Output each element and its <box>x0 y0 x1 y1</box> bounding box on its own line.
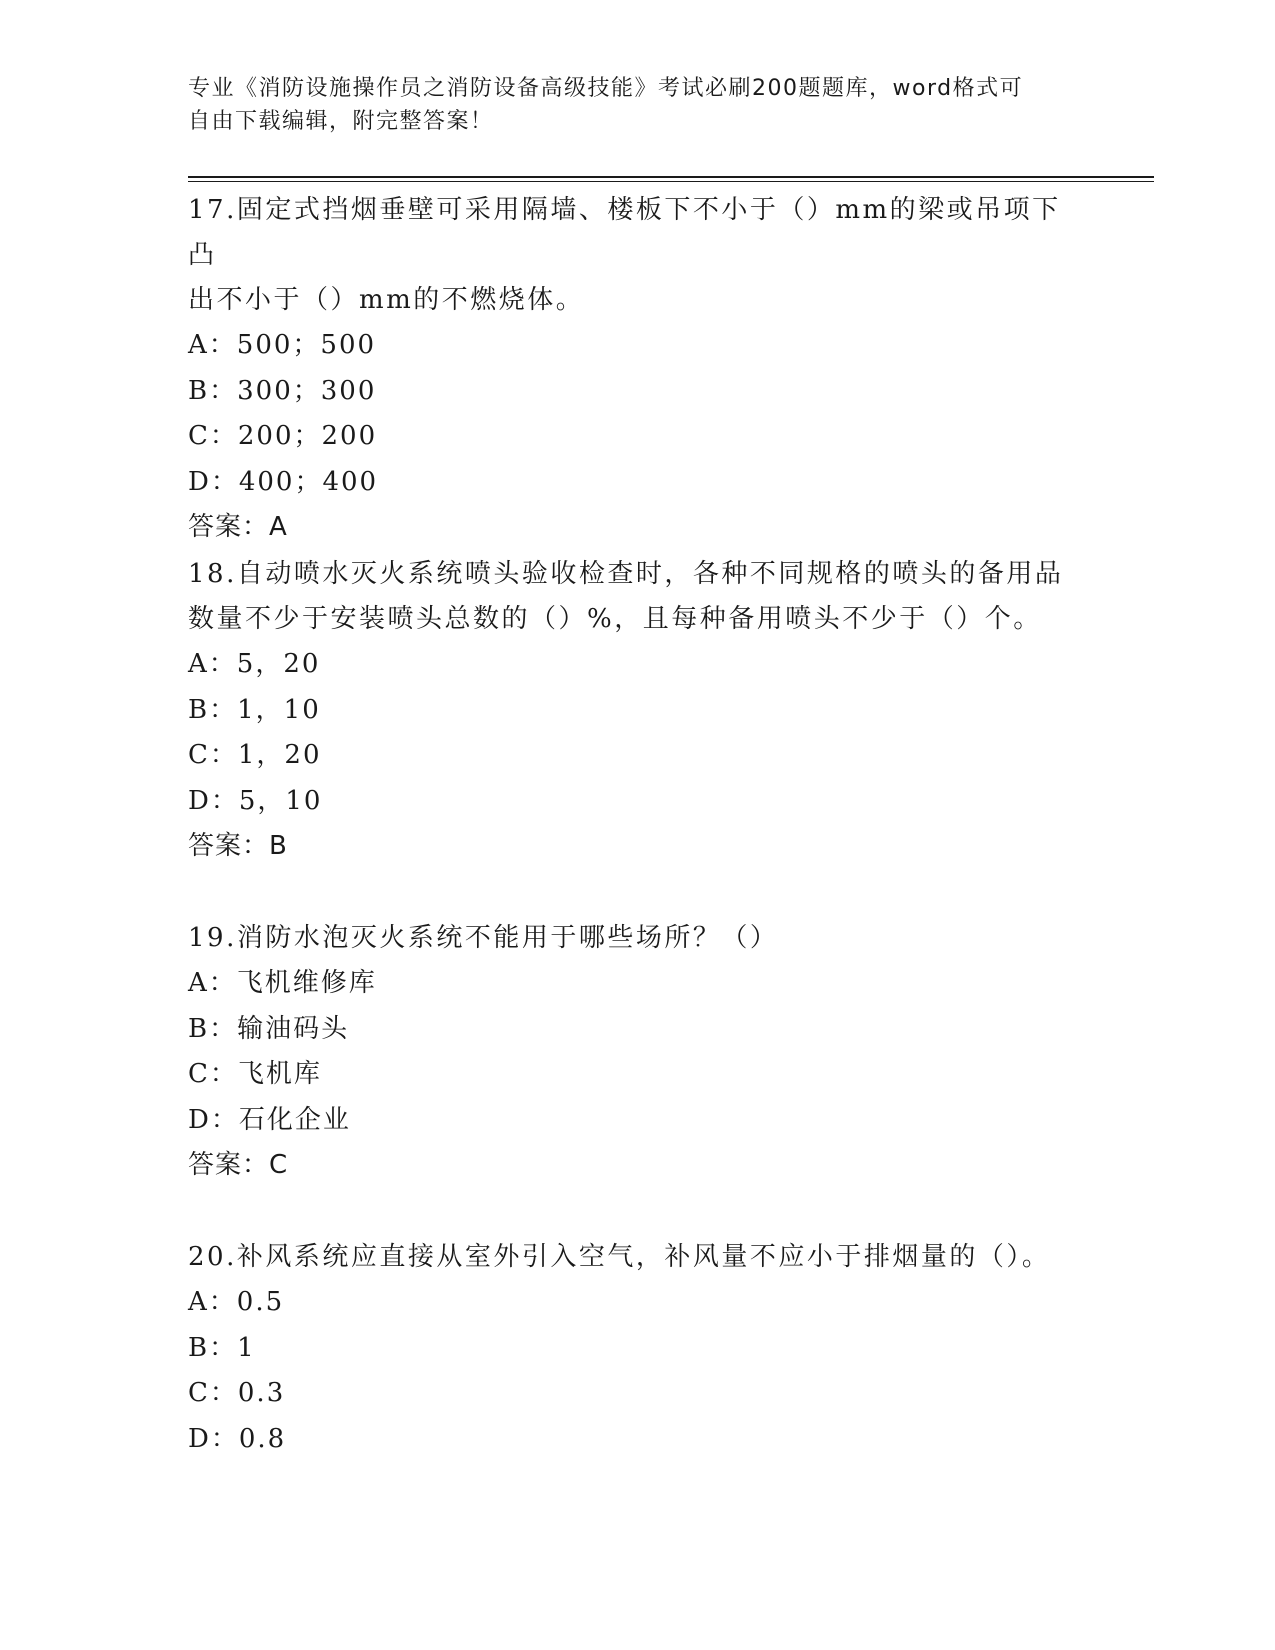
header-divider-thin <box>188 181 1154 182</box>
option-d: D：0.8 <box>188 1423 287 1454</box>
option-a: A：500；500 <box>188 330 377 360</box>
option-b: B：输油码头 <box>188 1013 350 1044</box>
option-a: A：5，20 <box>188 649 321 679</box>
answer-line: 答案：C <box>188 1150 289 1180</box>
question-stem-line-2: 出不小于（）mm的不燃烧体。 <box>188 285 585 315</box>
question-stem-line-1: 19.消防水泡灭火系统不能用于哪些场所？（） <box>188 923 779 953</box>
option-a: A：飞机维修库 <box>188 968 377 998</box>
option-a: A：0.5 <box>188 1287 285 1317</box>
option-b: B：1 <box>188 1332 256 1363</box>
option-b: B：300；300 <box>188 375 377 406</box>
option-c: C：200；200 <box>188 421 378 451</box>
question-stem-line-1: 20.补风系统应直接从室外引入空气，补风量不应小于排烟量的（）。 <box>188 1242 1051 1272</box>
header-line-1: 专业《消防设施操作员之消防设备高级技能》考试必刷200题题库，word格式可 <box>188 76 1024 101</box>
question-19 <box>188 916 1088 1188</box>
header-divider-thick <box>188 176 1154 178</box>
header-line-2: 自由下载编辑，附完整答案！ <box>188 109 494 134</box>
answer-line: 答案：B <box>188 831 288 861</box>
question-18 <box>188 552 1088 869</box>
option-d: D：5，10 <box>188 785 323 816</box>
question-stem-line-1: 18.自动喷水灭火系统喷头验收检查时，各种不同规格的喷头的备用品 <box>188 559 1064 589</box>
option-d: D：石化企业 <box>188 1104 351 1135</box>
question-20 <box>188 1235 1088 1462</box>
document-header <box>188 72 1088 138</box>
option-c: C：飞机库 <box>188 1059 322 1089</box>
question-stem-line-2: 数量不少于安装喷头总数的（）%，且每种备用喷头不少于（）个。 <box>188 604 1042 634</box>
option-c: C：0.3 <box>188 1378 286 1408</box>
option-d: D：400；400 <box>188 466 379 497</box>
option-b: B：1，10 <box>188 694 321 725</box>
option-c: C：1，20 <box>188 740 322 770</box>
question-stem-line-1: 17.固定式挡烟垂壁可采用隔墙、楼板下不小于（）mm的梁或吊项下凸 <box>188 195 1061 270</box>
answer-line: 答案：A <box>188 512 288 542</box>
question-17 <box>188 188 1088 550</box>
